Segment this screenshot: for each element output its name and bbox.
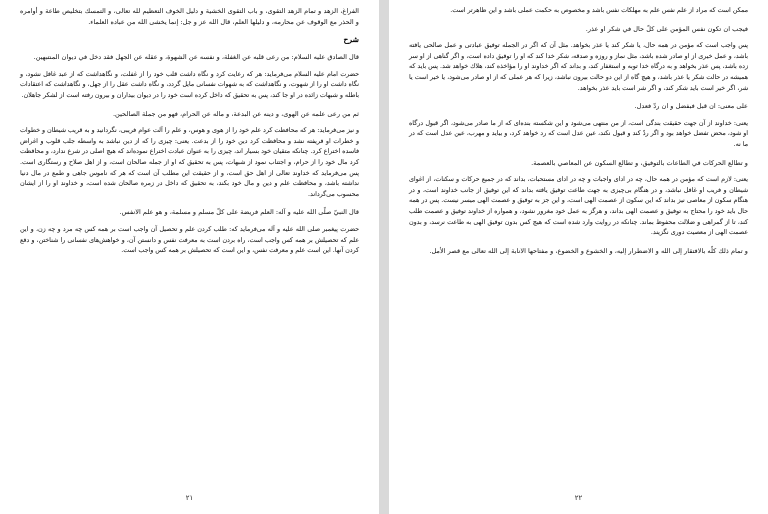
right-quote-4: و تمام ذلك كلّه بالافتقار إلى الله و الاضطرار إليه، و الخشوع و الخضوع، و مفتاحها الانابة إلى الله تعالى مع قصر الأمل. xyxy=(429,246,748,255)
left-quote-1: قال الصادق عليه السلام: من رعى قلبه عن الغفلة، و نفسه عن الشهوة، و عقله عن الجهل فقد دخل في ديوان المنتبهين. xyxy=(33,53,359,62)
left-paragraph-2: و نيز مى‌فرمايد: هر كه محافظت كرد علم خود را از هوى و هوس، و علم را آلت عوام فريبى، نگردانيد و به قريب شيطان و خطوات و خطرات او فريفته نشد و محافظت كرد دين خود را از بدعت. يعنى: چيزى را كه از دين نباشد به واسطه جلب قلوب و اغراض فاسده اختراع كرد. چنانكه متقيان خود بسيار اند، چيزى را به عنوان عبادت اختراع نموده‌اند كه هيچ اصلى در شرع ندارد، و محافظت كرد مال خود را از حرام، و اجتناب نمود از شبهات، پس به تحقيق كه او از جمله صالحان است، و از اهل صلاح و رستگاری است. پس مى‌فرمايد كه خداوند تعالى از اهل حق است، و از حقيقت اين مطلب آن است كه هر كه ناموس جاهى و طمع در مال دنيا نداشته باشد، و محافظت علم و دين و مال خود بكند، به تحقيق كه داخل در زمره صالحان شده است، و خداوند او را از ايشان محسوب مى‌گرداند. xyxy=(20,127,359,198)
left-top-paragraph: الفراغ، الزهد و تمام الزهد التقوى، و باب التقوى الخشية و دليل الخوف التعظيم لله تعالى، و التمسك بتخليص طاعة و أوامره و الحذر مع الوقوف عن محارمه، و دليلها العلم، قال الله عز و جل: إنما يخشى الله من عباده العلماء. xyxy=(20,7,359,26)
right-quote-3: و تطالع الحركات في الطاعات بالتوفيق، و تطالع السكون عن المعاصي بالعصمة. xyxy=(531,158,748,167)
right-paragraph-3: يعنى: خداوند از آن جهت حقيقت بندگى است، از من منتهى مى‌شود و اين شكسته بنده‌اى كه از ما صادر مى‌شود، اگر قبول درگاه او شود، محض تفضل خواهد بود و اگر ردّ كند و قبول نكند، عين عدل است كه رد خواهد كرد، و بيايد و مهرب، عين عدل است كه در ما نه. xyxy=(409,119,748,148)
left-paragraph-3: حضرت پيغمبر صلى الله عليه و آله مى‌فرمايد كه: طلب كردن علم و تحصيل آن واجب است بر همه كس چه مرد و چه زن، و اين علم كه تحصيلش بر همه كس واجب است، راه بردن است به معرفت نفس و دانستن آن، و خواهش‌هاى نفسانى را شناختن، و دفع كردن آنها. اين است علم و معرفت نفس، و اين است كه تحصيلش بر همه كس واجب است. xyxy=(20,225,359,255)
left-quote-2: ثم من رعى علمه عن الهوى، و دينه عن البدعة، و ماله عن الحرام، فهو من جملة الصالحين. xyxy=(112,109,359,118)
left-page xyxy=(0,0,379,514)
right-paragraph-1: ممكن است كه مراد از علم نفس علم به مهلكات نفس باشد و مخصوص به حكمت عملى باشد و اين ظاهرتر است. xyxy=(450,7,748,14)
right-page-number: ۲۲ xyxy=(574,494,583,502)
right-quote-1: فيجب ان تكون نفس المؤمن على كلّ حال في شكر او عذر. xyxy=(585,24,748,33)
right-page xyxy=(389,0,768,514)
left-paragraph-1: حضرت امام عليه السلام مى‌فرمايد: هر كه رعايت كرد و نگاه داشت قلب خود را از غفلت، و نگاهداشت كه از عبد غافل نشود، و نگاه داشت او را از شهوت، و نگاهداشت كه به شهوات نفسانى مايل گردد، و نگاه داشت عقل را از جهل، و نگاهداشت كه اعتقادات باطله و شبهات زائده در او جا كند، پس به تحقيق كه داخل كرده است خود را در ديوان بيداران و بيرون رفته است از لشكر جاهلان. xyxy=(20,70,359,99)
right-paragraph-2: پس واجب است كه مؤمن در همه حال، يا شكر كند يا عذر بخواهد. مثل آن كه اگر در الجمله توفيق عبادتى و عمل صالحى يافته باشد، و عمل خيرى از او صادر شده باشد، مثل نماز و روزه و صدقه، شكر خدا كند كه او را توفيق داده است، و اگر گناهى از او سر زده باشد، پس عذر بخواهد و به درگاه خدا توبه و استغفار كند، و بداند كه اگر خداوند او را مؤاخذه كند، هلاك خواهد شد. پس بايد كه هميشه در حالت شكر يا عذر باشد، و هيچ گاه از اين دو حالت بيرون نباشد، زيرا كه هر عملى كه از او صادر مى‌شود، يا خير است يا شر، اگر خير است بايد شكر كند، و اگر شر است بايد عذر بخواهد. xyxy=(409,42,748,92)
left-page-number: ۲۱ xyxy=(185,494,194,502)
section-heading: شرح xyxy=(343,35,359,45)
right-quote-2: على معنى: ان قبل فبفضل و ان ردّ فعدل. xyxy=(634,102,748,111)
right-paragraph-4: يعنى: لازم است كه مؤمن در همه حال، چه در اداى واجبات و چه در اداى مستحبات، بداند كه در جميع حركات و سكنات، از اغواى شيطان و فريب او غافل نباشد، و در هنگام بى‌چيزى به جهت طاعت توفيق يافته بداند كه اين توفيق از جانب خداوند است، و در هنگام سكون از معاصى نيز بداند كه اين سكون از عصمت الهى است، و اين جز به توفيق و عصمت الهى ميسر نيست. پس در همه حال بايد خود را محتاج به توفيق و عصمت الهى بداند، و هرگز به عمل خود مغرور نشود، و همواره از خداوند توفيق و عصمت طلب كند، تا از گمراهى و ضلالت محفوظ بماند. چنانكه در روايت وارد شده است كه هيچ كس بدون توفيق الهى به طاعت نرسد، و بدون عصمت الهى از معصيت دورى نگزيند. xyxy=(409,176,748,237)
left-quote-3: قال النبيّ صلّى الله عليه و آله: العلم فريضة على كلّ مسلم و مسلمة، و هو علم الانفس. xyxy=(119,208,359,217)
